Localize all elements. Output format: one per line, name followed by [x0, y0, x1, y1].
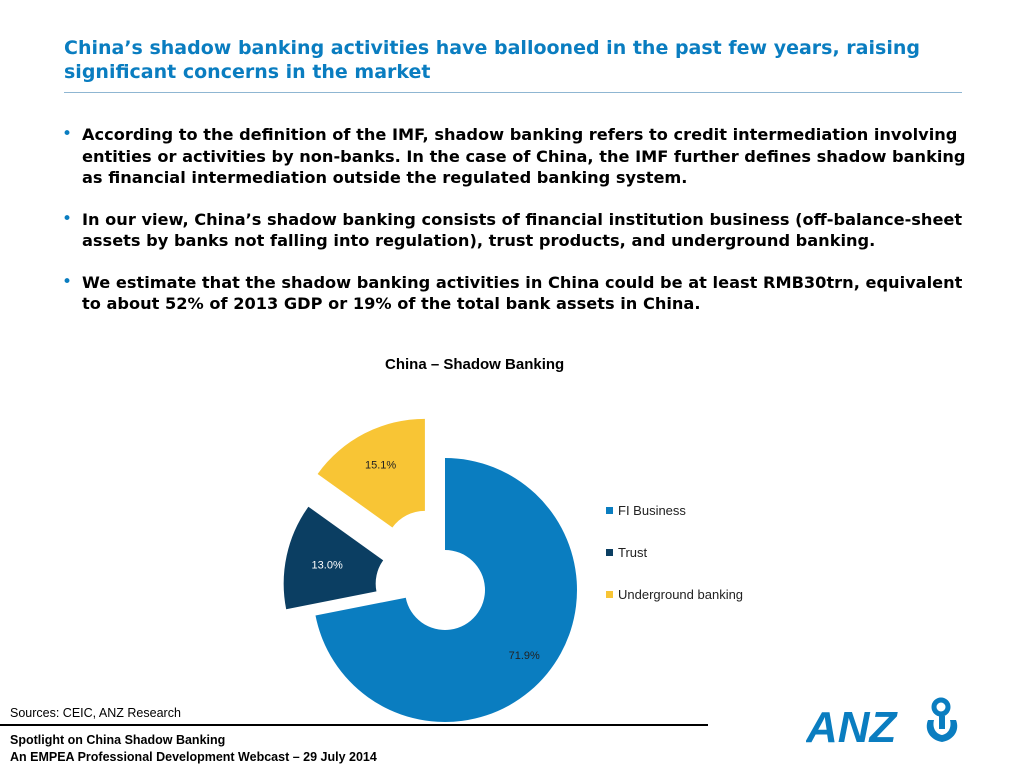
legend-item-fi-business [606, 500, 743, 520]
donut-chart [0, 340, 1024, 730]
legend-swatch [606, 507, 613, 514]
chart-title: China – Shadow Banking [385, 356, 565, 373]
bullet-marker: • [62, 208, 73, 229]
bullet-item [58, 124, 978, 189]
pie-slice-underground-banking [318, 419, 425, 528]
legend-item-underground-banking [606, 584, 743, 604]
pie-slice-trust [284, 507, 383, 609]
data-label-fi-business: 71.9% [508, 650, 540, 663]
bullet-text-imf-definition: According to the definition of the IMF, shadow banking refers to credit intermediation involving entities or activities by non-banks. In the case of China, the IMF further defines shadow banking as financial intermediation outside the regulated banking system. [82, 125, 966, 187]
legend-swatch [606, 549, 613, 556]
anz-logo-text: ANZ [806, 703, 897, 748]
data-label-trust: 13.0% [311, 559, 343, 572]
title-divider [64, 92, 962, 93]
bullet-list [58, 124, 978, 335]
bullet-marker: • [62, 271, 73, 292]
legend-label: Underground banking [618, 586, 744, 602]
bullet-item [58, 209, 978, 252]
footer-line-1: Spotlight on China Shadow Banking [10, 733, 226, 747]
shadow-banking-chart [0, 340, 1024, 730]
legend-label: Trust [618, 544, 648, 560]
bullet-marker: • [62, 124, 73, 144]
slide-title: China’s shadow banking activities have ballooned in the past few years, raising significant concerns in the market [64, 37, 920, 83]
footer-divider [0, 724, 708, 726]
data-label-underground-banking: 15.1% [364, 459, 397, 472]
legend-item-trust [606, 542, 743, 562]
footer [10, 732, 377, 766]
bullet-item [58, 272, 978, 315]
legend-label: FI Business [618, 502, 686, 518]
chart-legend [606, 500, 743, 626]
anz-people-icon [927, 700, 957, 742]
sources-note: Sources: CEIC, ANZ Research [10, 706, 181, 720]
anz-logo [806, 696, 962, 748]
footer-line-2: An EMPEA Professional Development Webcast – 29 July 2014 [10, 750, 377, 764]
bullet-text-our-view: In our view, China’s shadow banking consists of financial institution business (off-balance-sheet assets by banks not falling into regulation), trust products, and underground banking. [82, 209, 963, 250]
bullet-text-estimate: We estimate that the shadow banking activities in China could be at least RMB30trn, equivalent to about 52% of 2013 GDP or 19% of the total bank assets in China. [82, 272, 963, 313]
legend-swatch [606, 591, 613, 598]
